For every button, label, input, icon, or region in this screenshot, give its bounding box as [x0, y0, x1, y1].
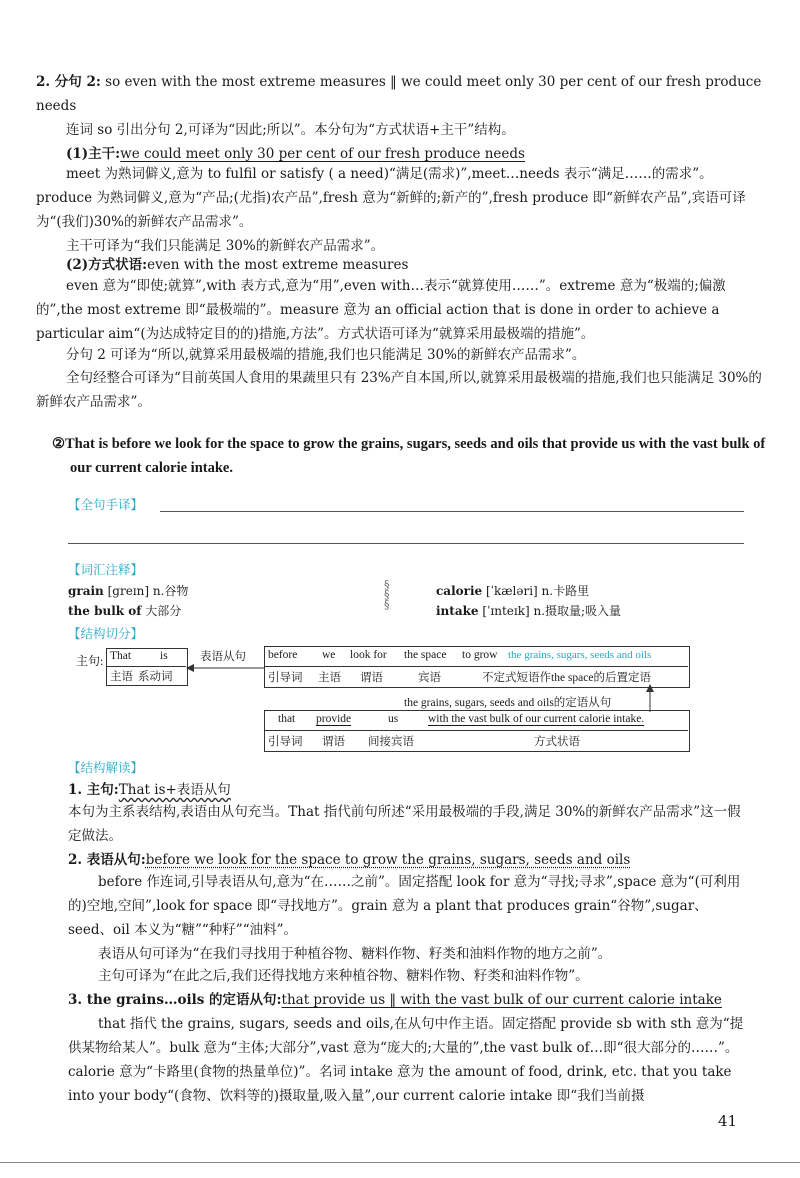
main-clause-tag: 主句:	[76, 654, 104, 668]
sentence-number: ②	[52, 436, 65, 452]
explain-heading-3	[68, 988, 748, 1012]
vocab-def: [greɪn] n.谷物	[107, 584, 189, 598]
vocab-item	[68, 582, 188, 599]
label-predicate-2: 谓语	[322, 736, 345, 748]
predicative-clause-label: 表语从句	[200, 648, 246, 664]
word-to-grow: to grow	[462, 649, 498, 661]
translation-line-2[interactable]	[68, 543, 744, 544]
vocab-word: intake	[436, 604, 479, 618]
word-grains: the grains, sugars, seeds and oils	[508, 649, 652, 661]
explain-heading-2	[68, 848, 748, 872]
explain-num-1: 1. 主句:	[68, 782, 119, 798]
word-the-space: the space	[404, 649, 447, 661]
main-clause-text: we could meet only 30 per cent of our fresh produce needs	[120, 146, 525, 162]
word-we: we	[322, 649, 336, 661]
explain-title-2: before we look for the space to grow the grains, sugars, seeds and oils	[145, 852, 631, 868]
label-indirect-object: 间接宾语	[368, 736, 414, 748]
clause2-translation: 分句 2 可译为“所以,就算采用最极端的措施,我们也只能满足 30%的新鲜农产品需求”。	[66, 347, 586, 363]
main-clause-explain: meet 为熟词僻义,意为 to fulfil or satisfy ( a need)“满足(需求)”,meet…needs 表示“满足……的需求”。produce 为熟词僻义,意为“产品;(尤指)农产品”,fresh 意为“新鲜的;新产的”,fresh produce 即“新鲜农产品”,宾语可译为“(我们)30%的新鲜农产品需求”。	[36, 166, 746, 230]
sentence-2	[52, 432, 770, 480]
explain-heading-1	[68, 778, 748, 802]
vocab-label: 【词汇注释】	[68, 562, 144, 577]
word-provide: provide	[316, 713, 352, 725]
clause2-intro: 连词 so 引出分句 2,可译为“因此;所以”。本分句为“方式状语+主干”结构。	[66, 122, 515, 138]
explain-text-2: before 作连词,引导表语从句,意为“在……之前”。固定搭配 look for 意为“寻找;寻求”,space 意为“(可利用的)空地,空间”,look for space 即“寻找地方”。grain 意为 a plant that produces grain“谷物”,sugar、seed、oil 本义为“糖”“种籽”“油料”。	[68, 874, 741, 938]
clause2-number: 2. 分句 2:	[36, 74, 101, 90]
label-subject: 主语	[110, 671, 133, 683]
word-that: That	[110, 650, 132, 662]
attributive-clause-label: the grains, sugars, seeds and oils的定语从句	[404, 697, 612, 709]
explain-title-1: That is+表语从句	[118, 782, 231, 798]
vocab-word: the bulk of	[68, 604, 142, 618]
full-sentence-translation: 全句经整合可译为“目前英国人食用的果蔬里只有 23%产自本国,所以,就算采用最极端的措施,我们也只能满足 30%的新鲜农产品需求”。	[36, 370, 762, 410]
label-manner: 方式状语	[534, 736, 580, 748]
word-us: us	[388, 713, 399, 725]
page-number: 41	[718, 1112, 738, 1130]
main-clause-label: (1)主干:	[66, 146, 121, 162]
label-predicate: 谓语	[360, 672, 383, 684]
label-linkverb: 系动词	[138, 671, 173, 683]
vocab-def: [ˈkæləri] n.卡路里	[486, 584, 590, 598]
arrow-up-icon	[644, 684, 656, 712]
label-introducer: 引导词	[268, 672, 303, 684]
footer-divider	[0, 1162, 800, 1163]
predicative-divider	[264, 666, 688, 667]
full-translation-label: 【全句手译】	[68, 497, 144, 512]
word-before: before	[268, 649, 298, 661]
adverbial-text: even with the most extreme measures	[147, 257, 409, 273]
explain-num-2: 2. 表语从句:	[68, 852, 146, 868]
vocab-def: 大部分	[145, 604, 182, 618]
structure-cut-label: 【结构切分】	[68, 626, 144, 641]
vocab-word: grain	[68, 584, 104, 598]
clause2-heading	[36, 70, 764, 118]
label-object: 宾语	[418, 672, 441, 684]
main-clause-translation: 主干可译为“我们只能满足 30%的新鲜农产品需求”。	[66, 238, 385, 254]
word-with-phrase: with the vast bulk of our current calorie intake.	[428, 713, 645, 725]
explain-text-5: that 指代 the grains, sugars, seeds and oils,在从句中作主语。固定搭配 provide sb with sth 意为“提供某物给某人”。bulk 意为“主体;大部分”,vast 意为“庞大的;大量的”,the vast bulk of…即“很大部分的……”。calorie 意为“卡路里(食物的热量单位)”。名词 intake 意为 the amount of food, drink, etc. that you take into your body“(食物、饮料等的)摄取量,吸入量”,our current calorie intake 即“我们当前摄	[68, 1016, 744, 1104]
main-box-divider	[106, 666, 186, 667]
explain-title-3: that provide us ‖ with the vast bulk of our current calorie intake	[281, 992, 722, 1008]
label-introducer-2: 引导词	[268, 736, 303, 748]
explain-text-3: 表语从句可译为“在我们寻找用于种植谷物、糖料作物、籽类和油料作物的地方之前”。	[98, 946, 612, 962]
explain-num-3: 3. the grains…oils 的定语从句:	[68, 992, 282, 1008]
translation-line-1[interactable]	[160, 511, 744, 512]
separator-icon: § § §	[384, 578, 390, 611]
vocab-word: calorie	[436, 584, 483, 598]
explain-text-1: 本句为主系表结构,表语由从句充当。That 指代前句所述“采用最极端的手段,满足 30%的新鲜农产品需求”这一假定做法。	[68, 804, 741, 844]
label-infinitive: 不定式短语作the space的后置定语	[482, 672, 651, 684]
vocab-def: [ˈɪnteɪk] n.摄取量;吸入量	[482, 604, 622, 618]
sentence-text: That is before we look for the space to grow the grains, sugars, seeds and oils that provide us with the vast bulk of our current calorie intake.	[65, 436, 766, 476]
word-look-for: look for	[350, 649, 387, 661]
adverbial-explain: even 意为“即使;就算”,with 表方式,意为“用”,even with…表示“就算使用……”。extreme 意为“极端的;偏激的”,the most extreme 即“最极端的”。measure 意为 an official action that is done in order to achieve a particular aim“(为达成特定目的的)措施,方法”。方式状语可译为“就算采用最极端的措施”。	[36, 278, 726, 342]
attributive-divider	[264, 730, 688, 731]
adverbial-label: (2)方式状语:	[66, 257, 148, 273]
explain-text-4: 主句可译为“在此之后,我们还得找地方来种植谷物、糖料作物、籽类和油料作物”。	[98, 968, 589, 984]
word-that-2: that	[278, 713, 296, 725]
vocab-item	[68, 602, 181, 619]
word-is: is	[160, 650, 168, 662]
vocab-item	[436, 602, 621, 619]
clause2-text: so even with the most extreme measures ‖ we could meet only 30 per cent of our fresh produce needs	[36, 74, 762, 114]
vocab-item	[436, 582, 589, 599]
label-subject-2: 主语	[318, 672, 341, 684]
structure-explain-label: 【结构解读】	[68, 760, 144, 775]
